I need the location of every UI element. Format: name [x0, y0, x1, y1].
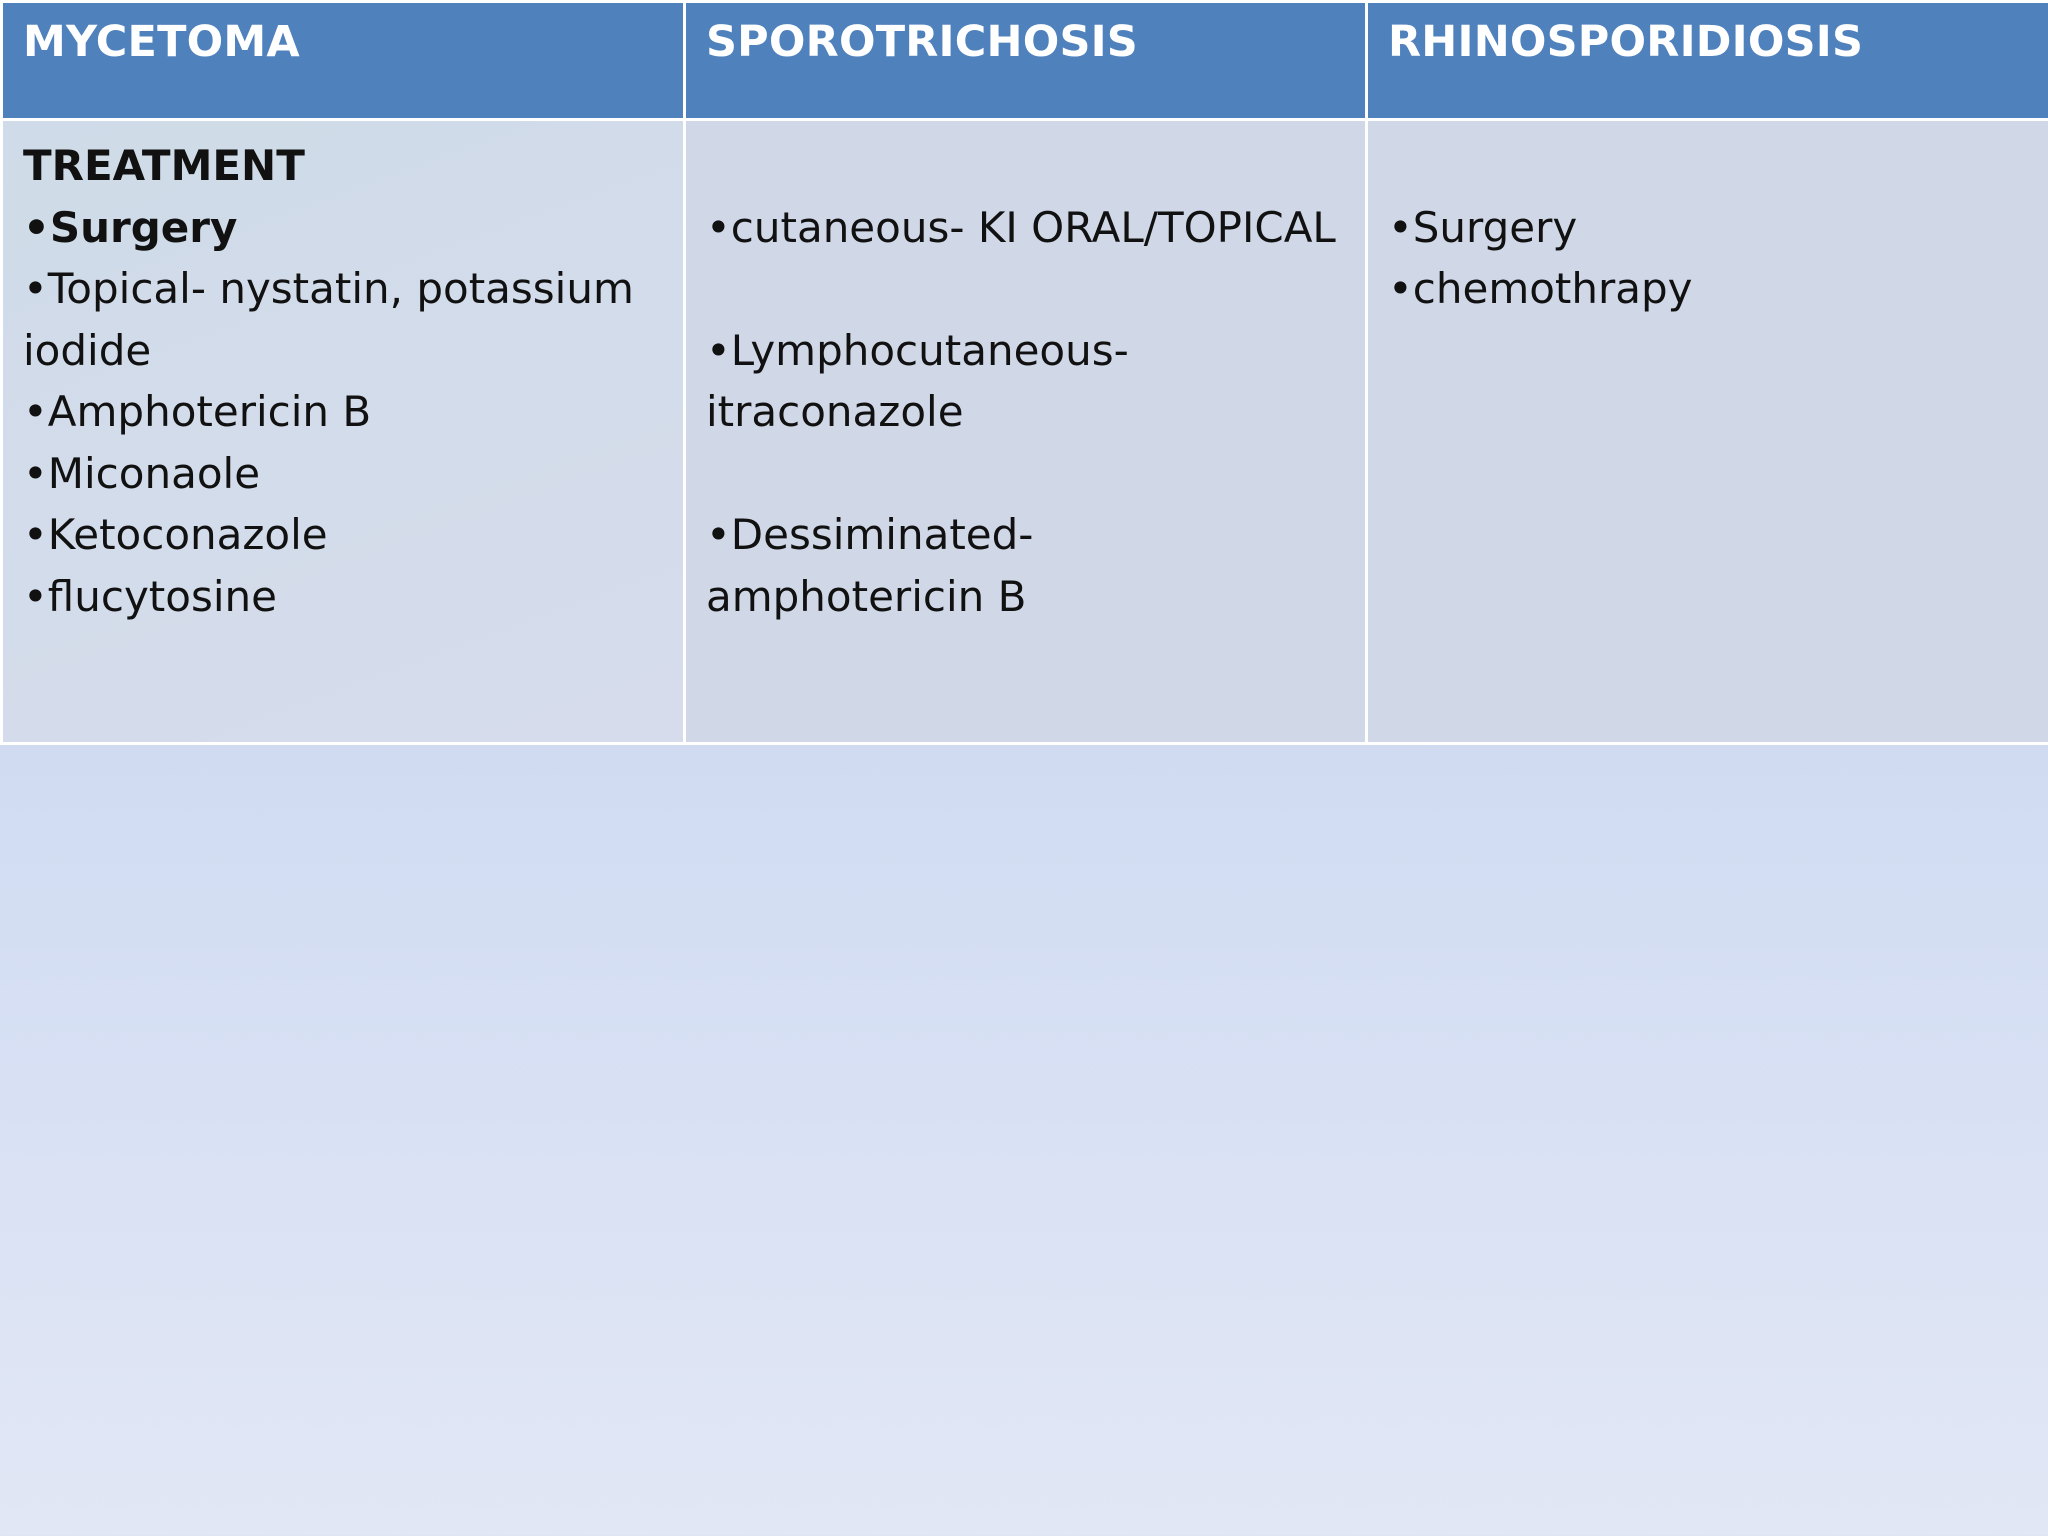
sporotrichosis-item-cutaneous: •cutaneous- KI ORAL/TOPICAL — [706, 202, 1336, 252]
sporotrichosis-item-disseminated: •Dessiminated-amphotericin B — [706, 510, 1034, 621]
sporotrichosis-item-lymphocutaneous: •Lymphocutaneous-itraconazole — [706, 325, 1129, 436]
header-sporotrichosis: SPOROTRICHOSIS — [685, 2, 1367, 120]
rhinosporidiosis-item-surgery: •Surgery — [1388, 202, 1578, 252]
mycetoma-item-amphotericin: •Amphotericin B — [23, 387, 372, 436]
cell-sporotrichosis-treatment — [685, 120, 1367, 744]
cell-rhinosporidiosis-treatment — [1367, 120, 2048, 744]
treatment-heading: TREATMENT — [23, 141, 305, 190]
mycetoma-item-topical: •Topical- nystatin, potassium iodide — [23, 264, 634, 375]
mycetoma-item-miconaole: •Miconaole — [23, 448, 261, 498]
rhinosporidiosis-item-chemotherapy: •chemothrapy — [1388, 264, 1693, 313]
header-mycetoma: MYCETOMA — [2, 2, 685, 120]
mycetoma-item-surgery: •Surgery — [23, 202, 238, 252]
header-row — [2, 2, 2048, 120]
header-rhinosporidiosis: RHINOSPORIDIOSIS — [1367, 2, 2048, 120]
mycetoma-item-flucytosine: •flucytosine — [23, 571, 277, 621]
cell-mycetoma-treatment — [2, 120, 685, 744]
mycetoma-item-ketoconazole: •Ketoconazole — [23, 510, 328, 559]
treatment-table — [0, 0, 2048, 745]
treatment-row — [2, 120, 2048, 744]
